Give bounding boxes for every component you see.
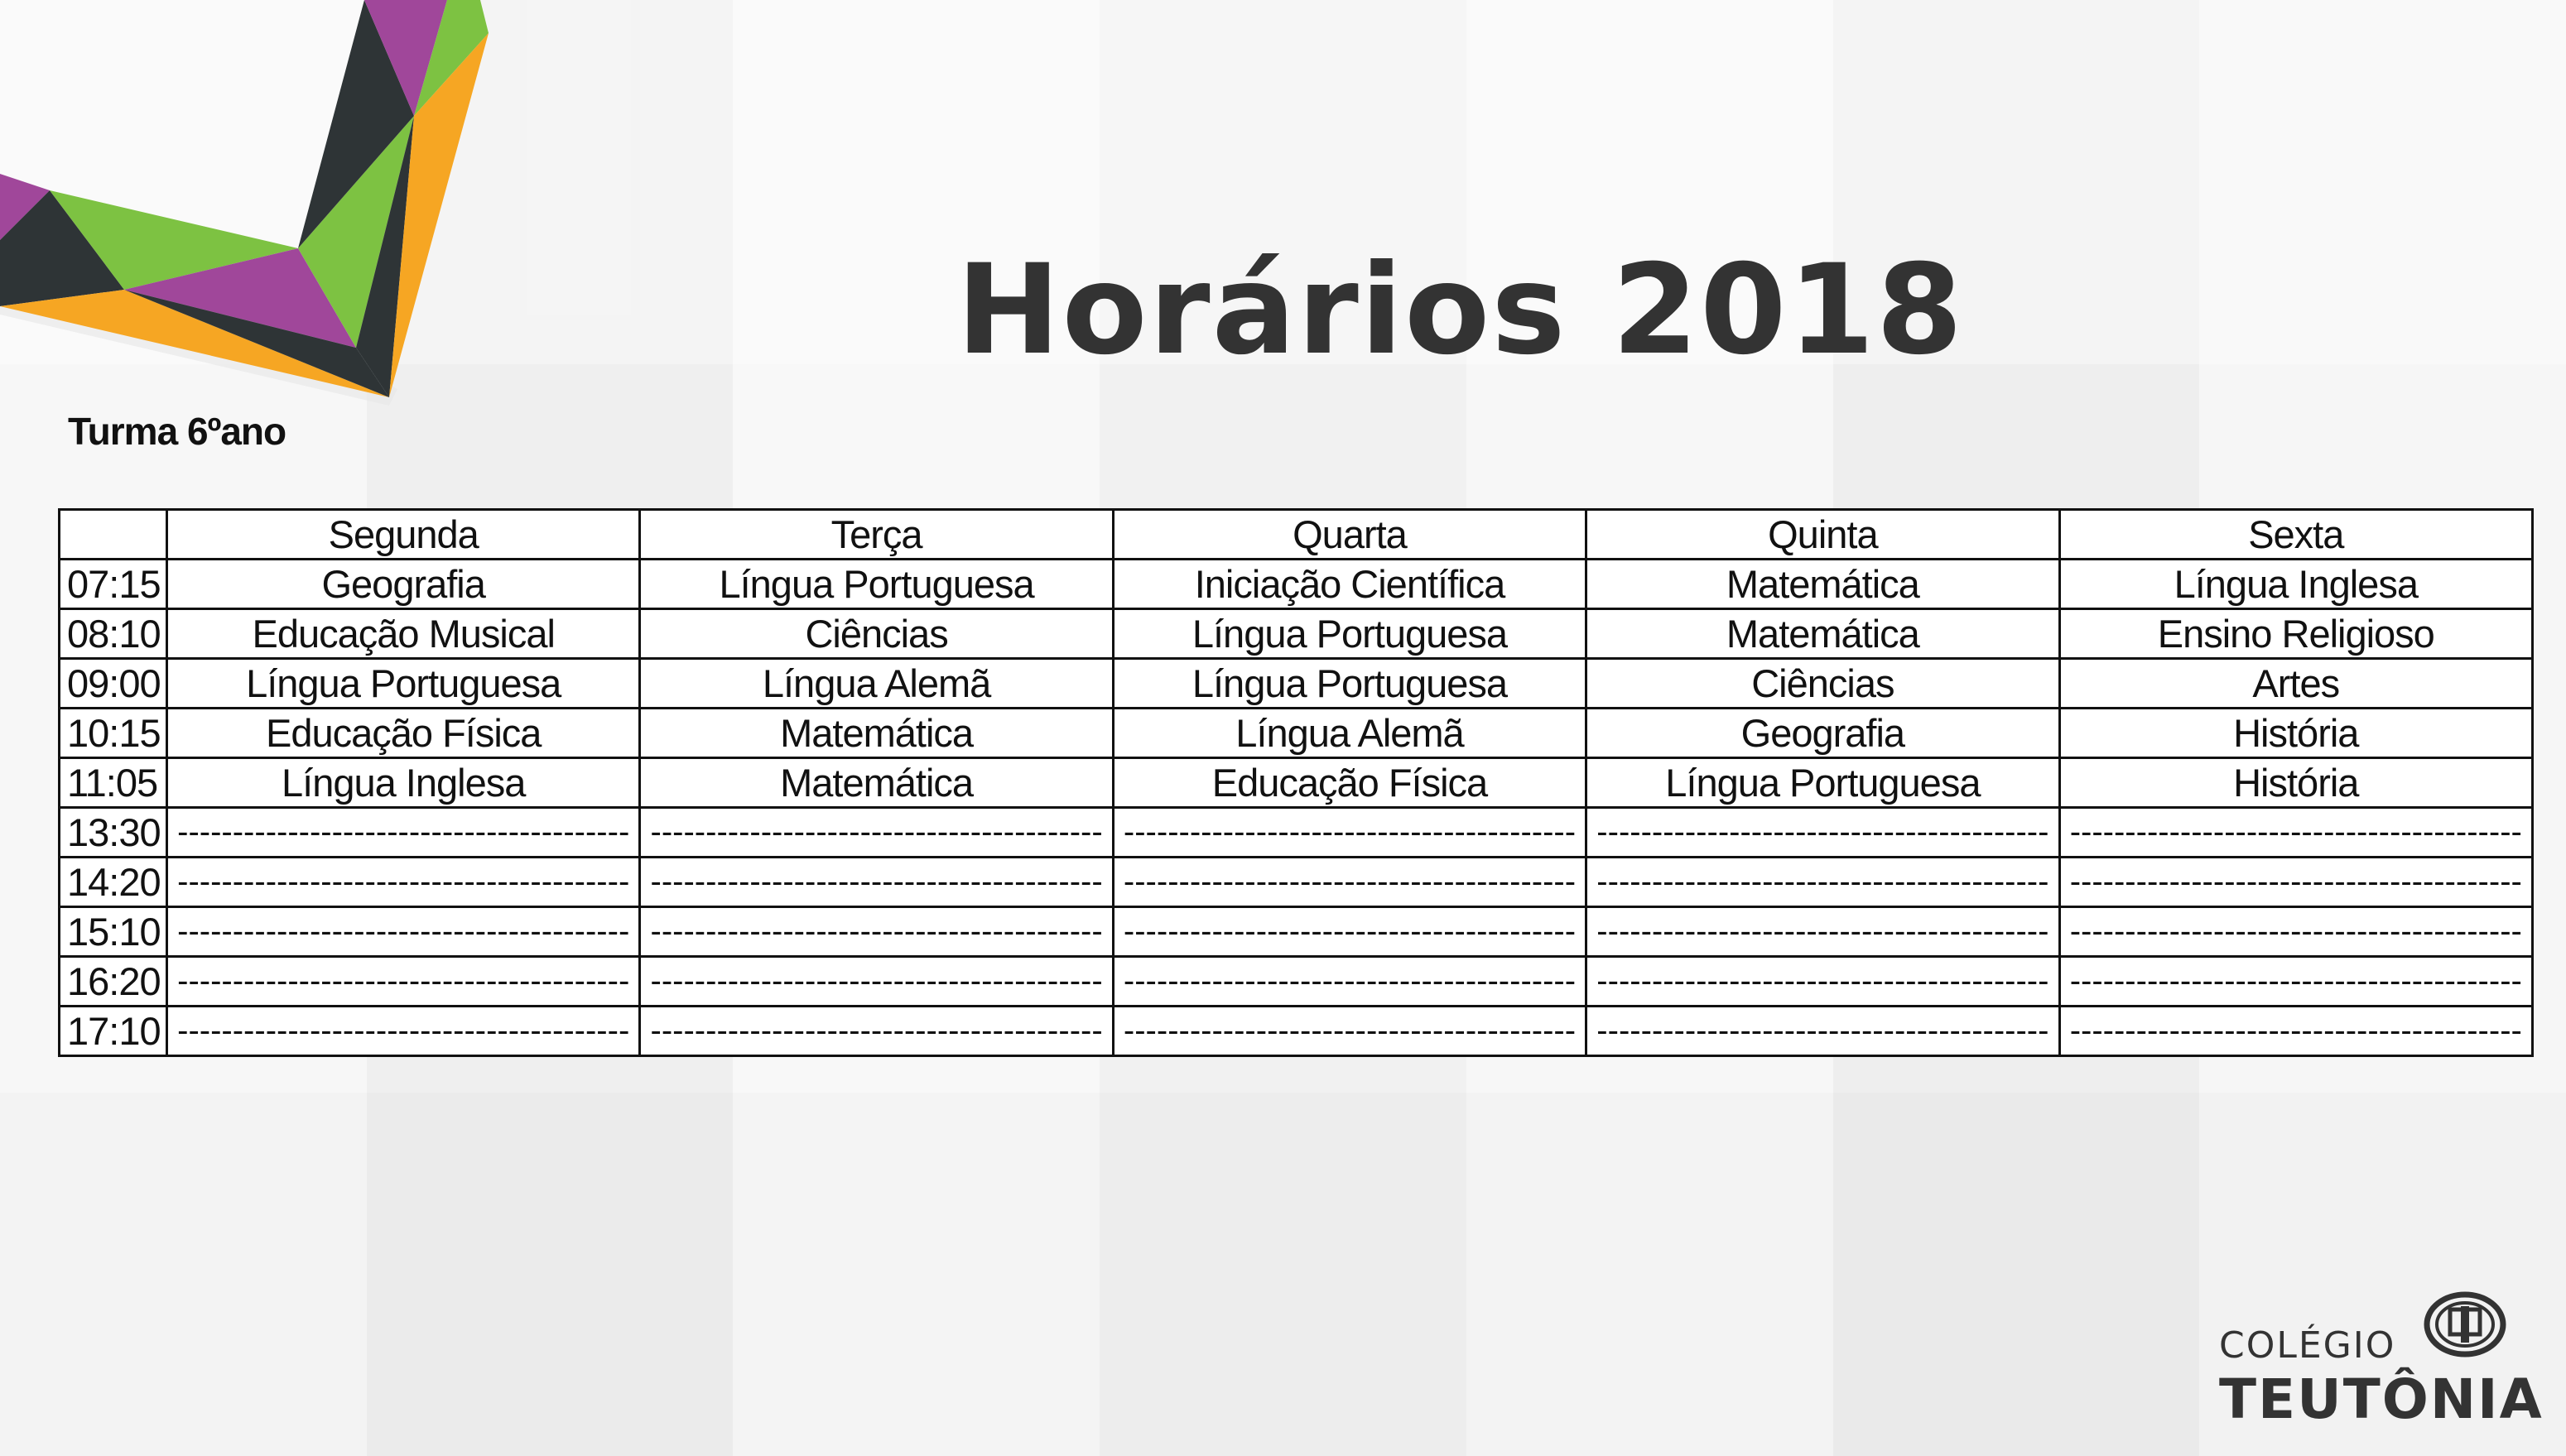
day-header: Terça <box>640 510 1113 560</box>
corner-cell <box>60 510 167 560</box>
table-row <box>60 609 2533 659</box>
table-row <box>60 659 2533 709</box>
subject-cell: Ciências <box>1586 659 2059 709</box>
subject-cell: Matemática <box>1586 609 2059 659</box>
empty-slot-cell: ----------------------------------------- <box>2059 957 2532 1007</box>
empty-slot-cell: ----------------------------------------- <box>167 957 640 1007</box>
table-row <box>60 709 2533 758</box>
empty-slot-cell: ----------------------------------------- <box>167 907 640 957</box>
empty-slot-cell: ----------------------------------------- <box>640 907 1113 957</box>
subject-cell: Matemática <box>640 758 1113 808</box>
empty-slot-cell: ----------------------------------------- <box>2059 907 2532 957</box>
time-cell: 17:10 <box>60 1007 167 1056</box>
empty-slot-cell: ----------------------------------------- <box>1113 907 1586 957</box>
school-crest-icon <box>2424 1291 2506 1357</box>
logo-text-top: COLÉGIO <box>2219 1324 2396 1367</box>
time-cell: 13:30 <box>60 808 167 858</box>
subject-cell: Matemática <box>1586 560 2059 609</box>
empty-slot-cell: ----------------------------------------- <box>640 1007 1113 1056</box>
empty-slot-cell: ----------------------------------------- <box>640 858 1113 907</box>
subject-cell: História <box>2059 758 2532 808</box>
time-cell: 07:15 <box>60 560 167 609</box>
subject-cell: Educação Física <box>1113 758 1586 808</box>
empty-slot-cell: ----------------------------------------- <box>1586 808 2059 858</box>
subject-cell: Matemática <box>640 709 1113 758</box>
empty-slot-cell: ----------------------------------------- <box>2059 808 2532 858</box>
day-header: Quarta <box>1113 510 1586 560</box>
subject-cell: Iniciação Científica <box>1113 560 1586 609</box>
time-cell: 16:20 <box>60 957 167 1007</box>
empty-slot-cell: ----------------------------------------- <box>1586 858 2059 907</box>
time-cell: 10:15 <box>60 709 167 758</box>
header-row <box>60 510 2533 560</box>
empty-slot-cell: ----------------------------------------- <box>1113 957 1586 1007</box>
subject-cell: Língua Inglesa <box>167 758 640 808</box>
subject-cell: Língua Portuguesa <box>1586 758 2059 808</box>
time-cell: 15:10 <box>60 907 167 957</box>
empty-slot-cell: ----------------------------------------- <box>167 858 640 907</box>
time-cell: 14:20 <box>60 858 167 907</box>
subject-cell: Educação Física <box>167 709 640 758</box>
subject-cell: Língua Portuguesa <box>167 659 640 709</box>
table-row <box>60 1007 2533 1056</box>
empty-slot-cell: ----------------------------------------- <box>1586 957 2059 1007</box>
subject-cell: Língua Alemã <box>1113 709 1586 758</box>
subject-cell: Ensino Religioso <box>2059 609 2532 659</box>
subject-cell: Língua Portuguesa <box>640 560 1113 609</box>
table-row <box>60 957 2533 1007</box>
day-header: Sexta <box>2059 510 2532 560</box>
empty-slot-cell: ----------------------------------------- <box>1113 1007 1586 1056</box>
table-row <box>60 758 2533 808</box>
subject-cell: Geografia <box>167 560 640 609</box>
table-row <box>60 858 2533 907</box>
time-cell: 11:05 <box>60 758 167 808</box>
subject-cell: Artes <box>2059 659 2532 709</box>
school-logo <box>2219 1291 2550 1432</box>
subject-cell: Língua Alemã <box>640 659 1113 709</box>
table-row <box>60 808 2533 858</box>
table-row <box>60 560 2533 609</box>
subject-cell: Língua Portuguesa <box>1113 659 1586 709</box>
time-cell: 09:00 <box>60 659 167 709</box>
geometric-corner-decoration <box>0 0 497 414</box>
schedule-table <box>58 508 2534 1057</box>
empty-slot-cell: ----------------------------------------- <box>167 1007 640 1056</box>
day-header: Segunda <box>167 510 640 560</box>
empty-slot-cell: ----------------------------------------- <box>1586 907 2059 957</box>
empty-slot-cell: ----------------------------------------- <box>640 808 1113 858</box>
background-band-bottom <box>0 1093 2566 1456</box>
empty-slot-cell: ----------------------------------------- <box>640 957 1113 1007</box>
logo-text-bottom: TEUTÔNIA <box>2219 1367 2544 1431</box>
subject-cell: Língua Inglesa <box>2059 560 2532 609</box>
empty-slot-cell: ----------------------------------------- <box>2059 1007 2532 1056</box>
subject-cell: Língua Portuguesa <box>1113 609 1586 659</box>
subject-cell: História <box>2059 709 2532 758</box>
empty-slot-cell: ----------------------------------------- <box>1113 808 1586 858</box>
subject-cell: Geografia <box>1586 709 2059 758</box>
empty-slot-cell: ----------------------------------------- <box>167 808 640 858</box>
class-label: Turma 6ºano <box>68 410 286 453</box>
subject-cell: Ciências <box>640 609 1113 659</box>
subject-cell: Educação Musical <box>167 609 640 659</box>
empty-slot-cell: ----------------------------------------- <box>1586 1007 2059 1056</box>
empty-slot-cell: ----------------------------------------- <box>2059 858 2532 907</box>
page-title: Horários 2018 <box>956 238 1965 382</box>
day-header: Quinta <box>1586 510 2059 560</box>
empty-slot-cell: ----------------------------------------- <box>1113 858 1586 907</box>
table-row <box>60 907 2533 957</box>
time-cell: 08:10 <box>60 609 167 659</box>
